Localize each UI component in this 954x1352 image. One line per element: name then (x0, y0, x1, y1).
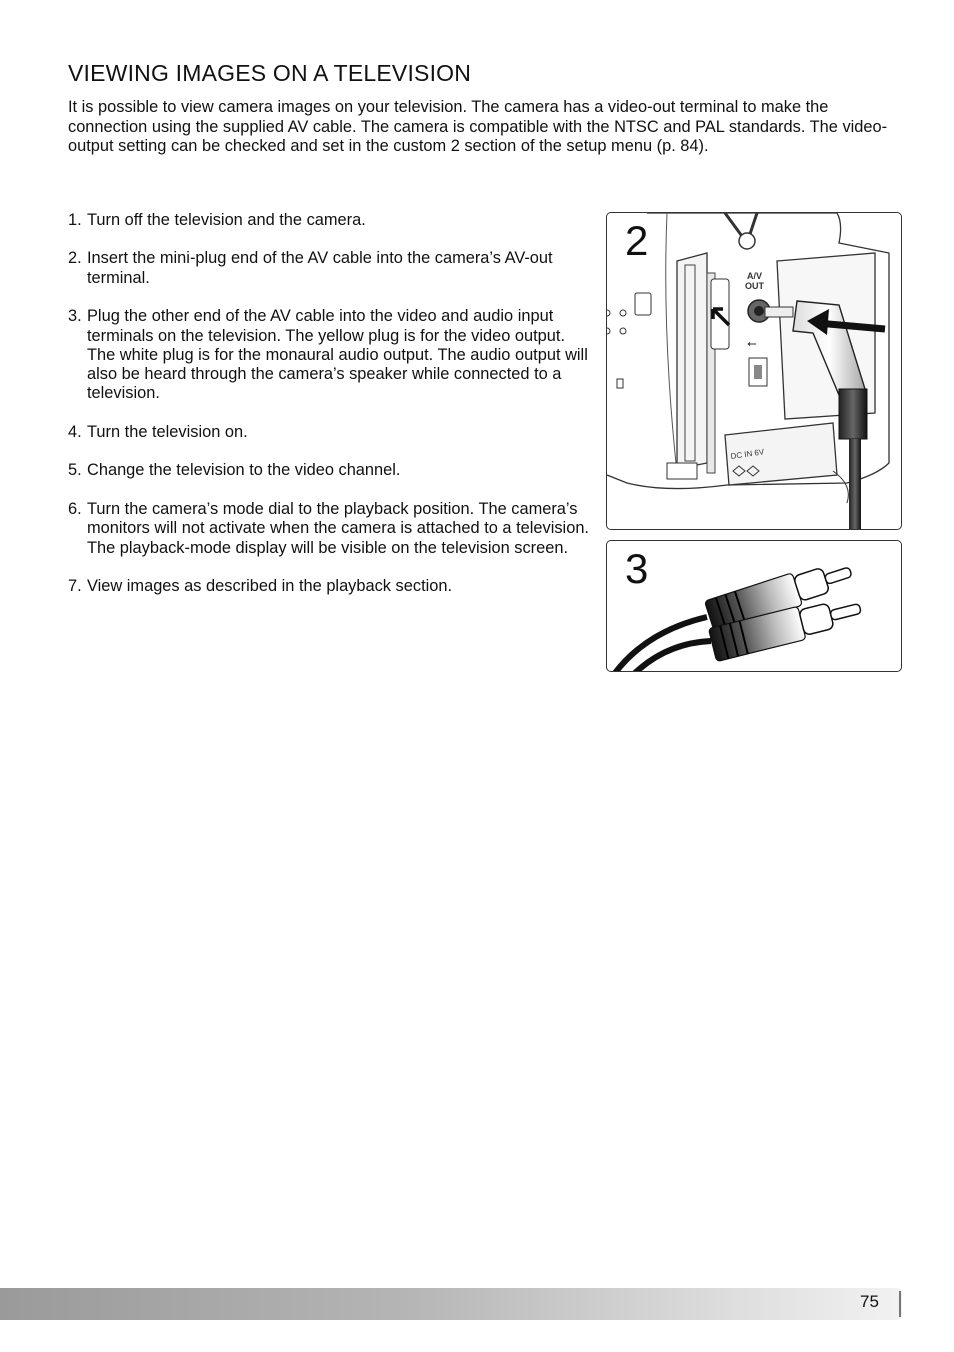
figure-step-3 (606, 540, 902, 672)
list-item (68, 500, 590, 558)
footer-bar (0, 1288, 902, 1320)
list-item (68, 423, 590, 442)
list-item (68, 577, 590, 596)
step-number: 7. (68, 576, 82, 595)
step-text: View images as described in the playback section. (87, 576, 453, 595)
list-item (68, 249, 590, 288)
steps-list (68, 211, 590, 615)
footer-divider (899, 1291, 901, 1317)
intro-paragraph: It is possible to view camera images on your television. The camera has a video-out terminal to make the connection using the supplied AV cable. The camera is compatible with the NTSC and PAL standards. The video-output setting can be checked and set in the custom 2 section of the setup menu (p. 84). (68, 98, 888, 155)
step-text: Insert the mini-plug end of the AV cable into the camera’s AV-out terminal. (87, 249, 553, 287)
figure-step-2 (606, 212, 902, 530)
usb-icon: ⭠ (747, 336, 757, 350)
list-item (68, 211, 590, 230)
step-text: Plug the other end of the AV cable into the video and audio input terminals on the television. The yellow plug is for the video output. The white plug is for the monaural audio output. The audio output will also be heard through the camera’s speaker while connected to a television. (87, 307, 588, 403)
dc-in-label: DC IN 6V (730, 447, 765, 461)
figure-number: 3 (621, 545, 652, 593)
step-text: Turn the camera’s mode dial to the playback position. The camera’s monitors will not activate when the camera is attached to a television. The playback-mode display will be visible on the television screen. (87, 499, 589, 557)
av-out-label-line1: A/V (747, 271, 763, 281)
list-item (68, 461, 590, 480)
page-title: VIEWING IMAGES ON A TELEVISION (68, 60, 472, 86)
step-number: 6. (68, 499, 82, 518)
av-out-label-line2: OUT (745, 281, 764, 291)
step-number: 5. (68, 461, 82, 480)
step-number: 3. (68, 307, 82, 326)
step-text: Turn the television on. (87, 422, 248, 441)
step-text: Turn off the television and the camera. (87, 211, 366, 229)
step-number: 4. (68, 422, 82, 441)
step-text: Change the television to the video channel. (87, 461, 401, 480)
step-number: 1. (68, 211, 82, 229)
figure-number: 2 (621, 217, 652, 265)
list-item (68, 307, 590, 403)
step-number: 2. (68, 249, 82, 268)
page-number: 75 (860, 1292, 879, 1311)
